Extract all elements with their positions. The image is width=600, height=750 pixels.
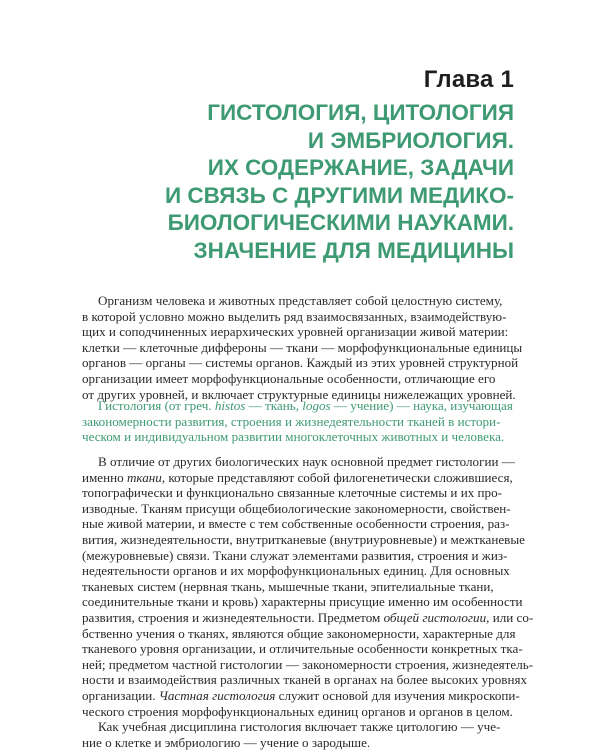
text-line: соединительные ткани и кровь) характерны присущие именно им особенности	[82, 594, 523, 610]
emphasis-special-histology: Частная гистология	[158, 687, 276, 703]
text-line	[82, 398, 516, 414]
text-line: ней; предметом частной гистологии — закономерности строения, жизнедеятель-	[82, 656, 534, 672]
emphasis-general-histology: общей гистологии	[383, 609, 487, 625]
text-span: развития, строения и жизнедеятельности. Предметом	[82, 609, 384, 625]
text-line: тканевого уровня организации, и отличительные особенности конкретных тка-	[82, 641, 523, 657]
text-span: организации.	[82, 687, 159, 703]
intro-paragraph	[82, 293, 523, 402]
chapter-title	[74, 99, 514, 265]
text-line: тканевых систем (нервная ткань, мышечные ткани, эпителиальные ткани,	[82, 578, 494, 594]
text-line: недеятельности органов и их морфофункциональных единиц. Для основных	[82, 563, 510, 579]
text-span: , или со-	[486, 609, 534, 625]
text-line: (межуровневые) связи. Ткани служат элементами развития, строения и жиз-	[82, 547, 508, 563]
text-line: организации имеет морфофункциональные особенности, отличающие его	[82, 370, 496, 386]
text-line: бственно учения о тканях, являются общие закономерности, характерные для	[82, 625, 516, 641]
chapter-title-line: БИОЛОГИЧЕСКИМИ НАУКАМИ.	[167, 210, 514, 236]
term-histos: histos	[214, 398, 246, 413]
emphasis-tkani: ткани	[126, 469, 162, 485]
text-span: именно	[82, 469, 127, 485]
text-line: в которой условно можно выделить ряд взаимосвязанных, взаимодействую-	[82, 308, 507, 324]
chapter-title-line: ГИСТОЛОГИЯ, ЦИТОЛОГИЯ	[207, 100, 514, 125]
definition-rest: — учение) — наука, изучающая	[330, 398, 513, 413]
text-line: закономерности развития, строения и жизнедеятельности тканей в истори-	[82, 413, 501, 429]
text-line: щих и соподчиненных иерархических уровней организации живой материи:	[82, 324, 509, 340]
text-line: ческом и индивидуальном развитии многоклеточных животных и человека.	[82, 429, 505, 445]
chapter-title-line: И СВЯЗЬ С ДРУГИМИ МЕДИКО-	[164, 182, 514, 208]
definition-lead: Гистология (от греч.	[98, 398, 215, 413]
text-line: ческого строения морфофункциональных единиц органов и органов в целом.	[82, 703, 513, 719]
text-line: топографически и функционально связанные клеточные системы и их про-	[82, 485, 502, 501]
text-line: Организм человека и животных представляет собой целостную систему,	[98, 293, 503, 308]
chapter-label: Глава 1	[423, 66, 514, 93]
text-line	[82, 609, 534, 626]
text-span: , которые представляют собой филогенетически сложившиеся,	[161, 469, 513, 485]
term-logos: logos	[302, 398, 331, 413]
text-line: от других уровней, и включает структурные единицы нижележащих уровней.	[82, 386, 516, 402]
text-line: ные живой материи, и вместе с тем собственные особенности строения, раз-	[82, 516, 510, 532]
chapter-title-line: ЗНАЧЕНИЕ ДЛЯ МЕДИЦИНЫ	[193, 237, 514, 263]
text-span: служит основой для изучения микроскопи-	[275, 687, 520, 703]
text-line: изводные. Тканям присущи общебиологические закономерности, свойствен-	[82, 500, 511, 516]
text-line: ности и взаимодействия различных тканей в органах на более высоких уровнях	[82, 672, 528, 688]
text-line: органов — органы — системы органов. Каждый из этих уровней структурной	[82, 355, 519, 371]
text-line: клетки — клеточные диффероны — ткани — морфофункциональные единицы	[82, 339, 523, 355]
text-line: вития, жизнедеятельности, внутритканевые (внутриуровневые) и межтканевые	[82, 531, 525, 547]
chapter-title-line: И ЭМБРИОЛОГИЯ.	[307, 127, 514, 153]
definition-paragraph	[82, 398, 516, 445]
text-line: Как учебная дисциплина гистология включает также цитологию — уче-	[98, 719, 501, 735]
text-line: В отличие от других биологических наук основной предмет гистологии —	[98, 454, 515, 469]
text-line: ние о клетке и эмбриологию — учение о зародыше.	[82, 734, 371, 750]
text-line	[82, 687, 520, 704]
main-paragraph	[82, 454, 534, 750]
definition-mid: — ткань,	[245, 398, 303, 413]
text-line	[82, 470, 516, 486]
chapter-title-line: ИХ СОДЕРЖАНИЕ, ЗАДАЧИ	[207, 155, 514, 181]
